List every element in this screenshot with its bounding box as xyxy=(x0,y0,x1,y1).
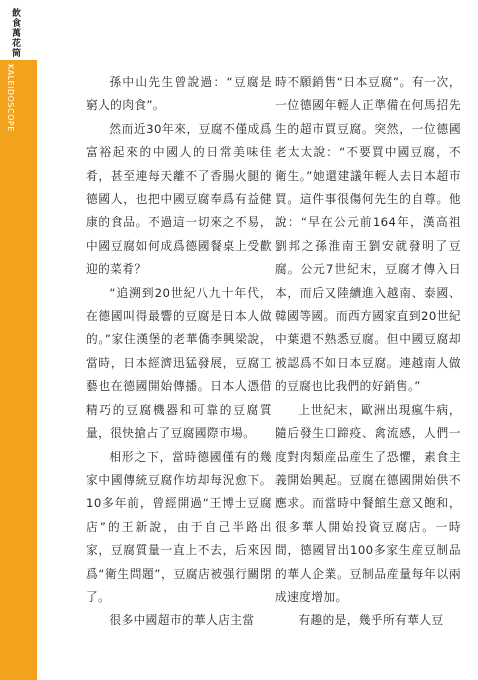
sidebar-accent-bar xyxy=(0,60,37,680)
section-sidebar xyxy=(0,0,37,680)
paragraph: 有趣的是，幾乎所有華人豆 xyxy=(298,613,444,628)
paragraph: 相形之下，當時德國僅有的幾家中國傳統豆腐作坊却每況愈下。10多年前，曾經開過“王博士豆腐店”的王新說，由于自己半路出家，豆腐質量一直上不去，后來因爲“衛生問題”，豆腐店被强行關閉了。 xyxy=(86,449,272,604)
paragraph: 很多中國超市的華人店主當 xyxy=(109,613,255,628)
paragraph: 然而近30年來，豆腐不僅成爲富裕起來的中國人的日常美味佳肴，甚至連每天離不了香腸火腿的德國人，也把中國豆腐奉爲有益健康的食品。不過這一切來之不易，中國豆腐如何成爲德國餐桌上受歡迎的菜肴？ xyxy=(86,121,272,277)
paragraph: 孫中山先生曾說過：“豆腐是窮人的肉食”。 xyxy=(86,75,272,113)
paragraph: 上世紀末，歐洲出現瘋牛病，隨后發生口蹄疫、禽流感，人們一度對肉類産品産生了恐懼，素食主義開始興起。豆腐在德國開始供不應求。而當時中餐館生意又飽和，很多華人開始投資豆腐店。一時間，德國冒出100多家生産豆制品的華人企業。豆制品産量每年以兩成速度增加。 xyxy=(275,402,461,604)
article-column-right xyxy=(275,71,461,633)
article-column-left xyxy=(86,71,272,633)
paragraph: “追溯到20世紀八九十年代，在德國叫得最響的豆腐是日本人做的。”家住漢堡的老華僑李興梁說，當時，日本經濟迅猛發展，豆腐工藝也在德國開始傳播。日本人憑借精巧的豆腐機器和可靠的豆腐質量，很快搶占了豆腐國際市場。 xyxy=(86,285,272,441)
section-title: 飲食萬花筒 xyxy=(10,8,20,58)
section-subtitle: KALEIDOSCOPE xyxy=(6,64,15,132)
paragraph-continued: 時不願銷售“日本豆腐”。有一次，一位德國年輕人正準備在何馬招先生的超市買豆腐。突然，一位德國老太太說：“不要買中國豆腐，不衛生。”她還建議年輕人去日本超市買。這件事很傷何先生的自尊。他說：“早在公元前164年，漢高祖劉邦之孫淮南王劉安就發明了豆腐。公元7世紀末，豆腐才傳入日本，而后又陸續進入越南、泰國、韓國等國。而西方國家直到20世紀中葉還不熟悉豆腐。但中國豆腐却被認爲不如日本豆腐。連越南人做的豆腐也比我們的好銷售。” xyxy=(275,75,461,394)
